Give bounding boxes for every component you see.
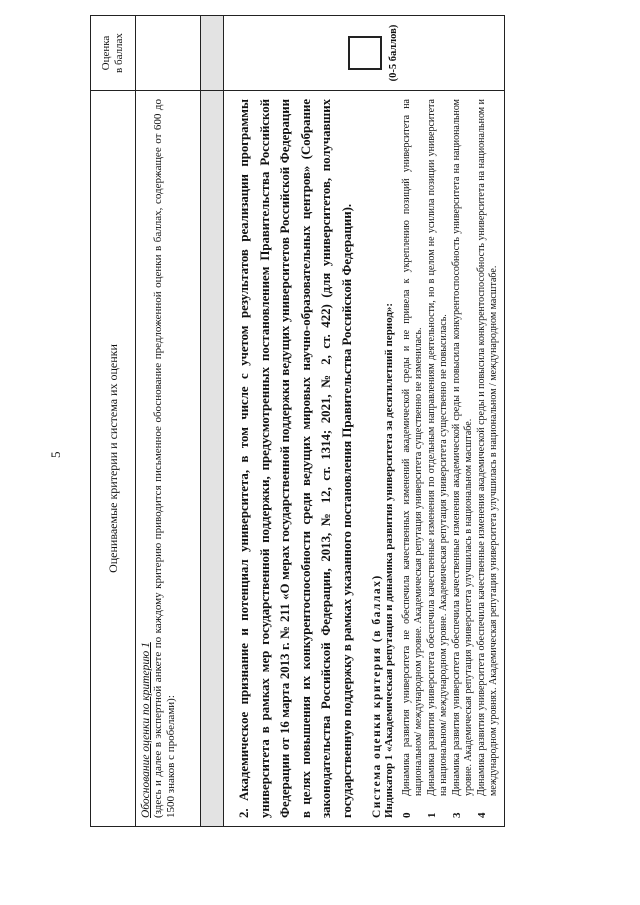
justification-title: Обоснование оценки по критерию 1 (140, 642, 152, 818)
level-description: Динамика развития университета обеспечила качественные изменения академической среды и повысила конкурентоспособность университета на национальном и международном уровнях. Академическая репутация университета улучшилась в национальном / международном масштабе. (476, 99, 499, 796)
level-score: 0 (401, 812, 413, 818)
page-number: 5 (48, 451, 63, 458)
table-header-row (91, 16, 136, 826)
level-item (451, 99, 475, 818)
level-item (476, 99, 500, 818)
separator-row (201, 16, 224, 826)
level-description: Динамика развития университета не обеспечила качественных изменений академической среды и не привела к укреплению позиций университета на национальном/ международном уровне. Академическая репутация университета существенно не изменилась. (401, 99, 424, 796)
score-header-line2: в баллах (113, 33, 125, 73)
score-range-label: (0-5 баллов) (388, 24, 399, 82)
justification-score-cell (136, 16, 200, 91)
level-score: 1 (426, 812, 438, 818)
criterion-row (224, 16, 504, 826)
score-header-line1: Оценка (100, 35, 112, 71)
level-description: Динамика развития университета обеспечила качественные изменения академической среды и повысила конкурентоспособность университета на национальном уровне. Академическая репутация университета улучшилась в национальном масштабе. (451, 99, 474, 796)
score-input-box[interactable] (348, 36, 382, 70)
justification-description: (здесь и далее в экспертной анкете по каждому критерию приводится письменное обоснование предложенной оценки в баллах, содержащее от 600 до 1500 знаков с пробелами): (152, 99, 177, 818)
score-header-cell (91, 16, 135, 91)
separator-score-cell (201, 16, 223, 91)
criterion-title: 2. Академическое признание и потенциал университета, в том числе с учетом результатов реализации программы университета в рамках мер государственной поддержки, предусмотренных постановлением Правительства Российской Федерации от 16 марта 2013 г. № 211 «О мерах государственной поддержки ведущих университетов Российской Федерации в целях повышения их конкурентоспособности среди ведущих мировых научно-образовательных центров» (Собрание законодательства Российской Федерации, 2013, № 12, ст. 1314; 2021, № 2, ст. 422) (для университетов, получавших государственную поддержку в рамках указанного постановления Правительства Российской Федерации). (237, 99, 354, 818)
criterion-score-cell (224, 16, 504, 91)
level-score: 4 (476, 812, 488, 818)
level-item (426, 99, 450, 818)
justification-cell (136, 91, 200, 826)
level-description: Динамика развития университета обеспечила качественные изменения по отдельным направлениям деятельности, но в целом не усилила позиции университета на национальном/ международном уровне. Академическая репутация университета существенно не повысилась. (426, 99, 449, 796)
criteria-table (90, 15, 505, 827)
level-item (401, 99, 425, 818)
separator-cell (201, 91, 223, 826)
justification-row (136, 16, 201, 826)
criterion-cell (224, 91, 504, 826)
criteria-header-cell: Оцениваемые критерии и система их оценки (105, 344, 120, 573)
level-score: 3 (451, 812, 463, 818)
system-title: Система оценки критерия (в баллах) (371, 574, 383, 818)
indicator-title: Индикатор 1 «Академическая репутация и динамика развития университета за десятилетний период»: (383, 302, 395, 818)
